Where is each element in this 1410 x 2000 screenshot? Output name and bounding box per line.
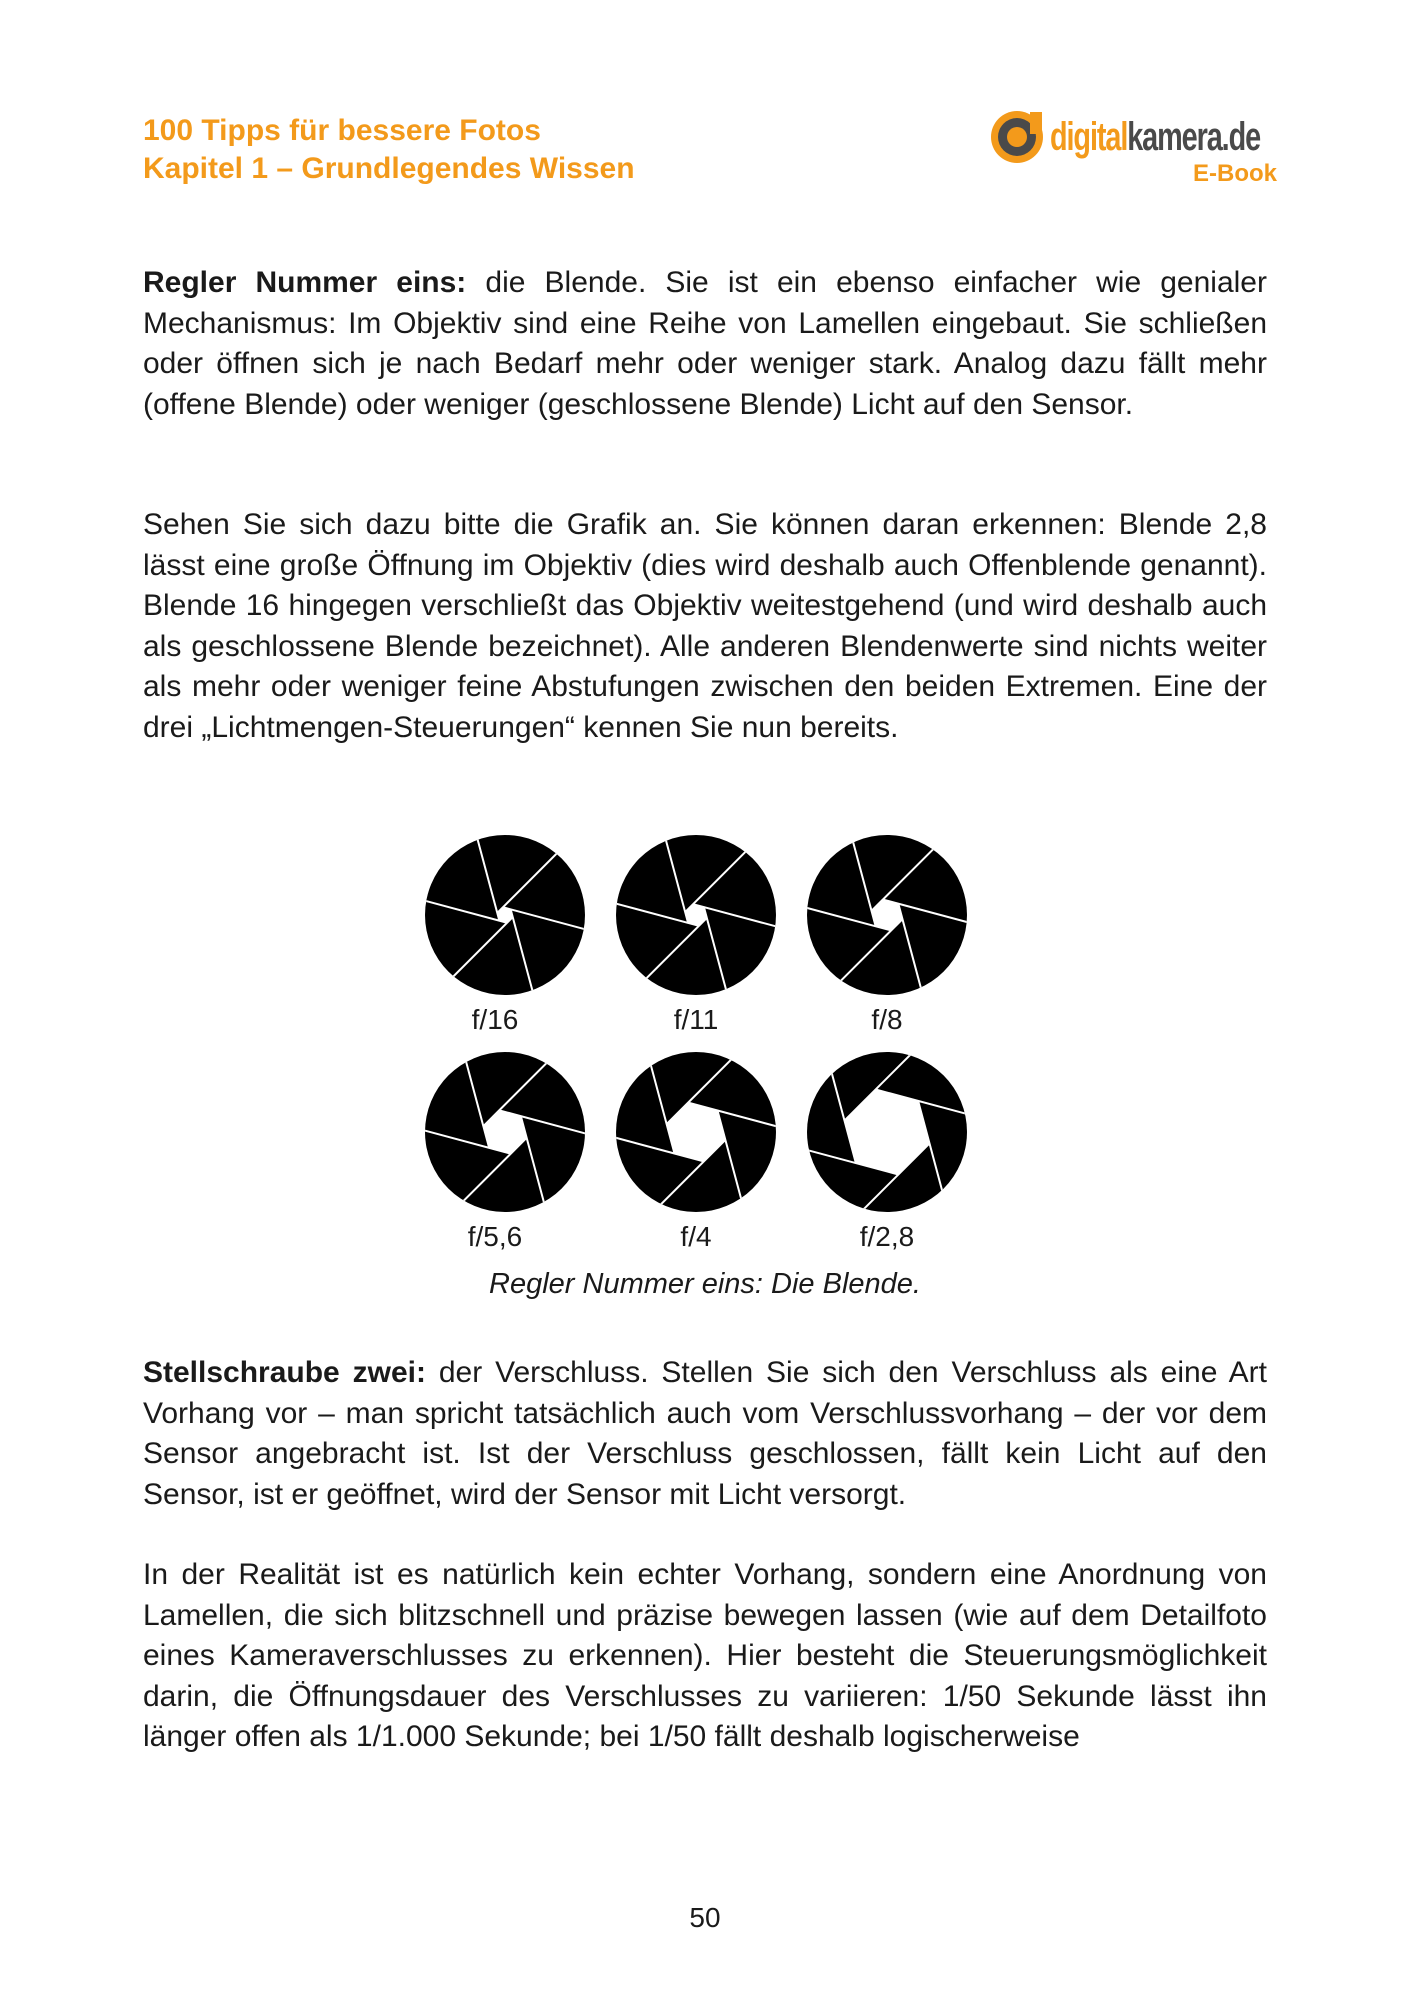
paragraph-text: In der Realität ist es natürlich kein echter Vorhang, sondern eine Anordnung von Lamellen, die sich blitzschnell und präzise bewegen lassen (wie auf dem Detailfoto eines Kameraverschlusses zu erkennen). Hier besteht die Steuerungsmöglichkeit darin, die Öffnungsdauer des Verschlusses zu variieren: 1/50 Sekunde lässt ihn länger offen als 1/1.000 Sekunde; bei 1/50 fällt deshalb logischerweise — [143, 1558, 1267, 1753]
aperture-label: f/4 — [680, 1221, 712, 1252]
aperture-label: f/11 — [673, 1004, 719, 1035]
aperture-diagram — [420, 830, 590, 1000]
book-title: 100 Tipps für bessere Fotos — [143, 114, 541, 147]
aperture-figure — [420, 830, 990, 1310]
aperture-diagram — [611, 1047, 781, 1217]
paragraph-text: der Verschluss. Stellen Sie sich den Verschluss als eine Art Vorhang vor – man spricht tatsächlich auch vom Verschlussvorhang – der vor dem Sensor angebracht ist. Ist der Verschluss geschlossen, fällt kein Licht auf den Sensor, ist er geöffnet, wird der Sensor mit Licht versorgt. — [143, 1356, 1267, 1511]
paragraph-aperture-intro — [143, 263, 1267, 425]
logo-kamera-text: kamera.de — [1127, 115, 1261, 159]
brand-logo — [990, 110, 1280, 190]
paragraph-text: Sehen Sie sich dazu bitte die Grafik an. Sie können daran erkennen: Blende 2,8 lässt eine große Öffnung im Objektiv (dies wird deshalb auch Offenblende genannt). Blende 16 hingegen verschließt das Objektiv weitestgehend (und wird deshalb auch als geschlossene Blende bezeichnet). Alle anderen Blendenwerte sind nichts weiter als mehr oder weniger feine Abstufungen zwischen den beiden Extremen. Eine der drei „Lichtmengen-Steuerungen“ kennen Sie nun bereits. — [143, 508, 1267, 744]
paragraph-lead-bold: Stellschraube zwei: — [143, 1356, 426, 1389]
aperture-label: f/5,6 — [467, 1221, 523, 1252]
aperture-label: f/16 — [471, 1004, 519, 1035]
camera-lens-icon — [990, 110, 1044, 164]
chapter-title: Kapitel 1 – Grundlegendes Wissen — [143, 152, 635, 185]
aperture-label: f/2,8 — [859, 1221, 915, 1252]
paragraph-aperture-graphic — [143, 505, 1267, 748]
logo-ebook-label: E-Book — [1193, 160, 1277, 187]
logo-digital-text: digital — [1050, 115, 1128, 159]
paragraph-lead-bold: Regler Nummer eins: — [143, 266, 467, 299]
page-number: 50 — [689, 1902, 721, 1933]
figure-caption: Regler Nummer eins: Die Blende. — [489, 1268, 921, 1300]
paragraph-text: die Blende. Sie ist ein ebenso einfacher wie genialer Mechanismus: Im Objektiv sind eine Reihe von Lamellen eingebaut. Sie schließen oder öffnen sich je nach Bedarf mehr oder weniger stark. Analog dazu fällt mehr (offene Blende) oder weniger (geschlossene Blende) Licht auf den Sensor. — [143, 266, 1267, 421]
paragraph-shutter-detail — [143, 1555, 1267, 1758]
aperture-label: f/8 — [871, 1004, 903, 1035]
page-header — [143, 112, 635, 188]
logo-wordmark — [1050, 110, 1260, 164]
aperture-diagram — [802, 1047, 972, 1217]
paragraph-shutter-intro — [143, 1353, 1267, 1515]
aperture-diagram — [611, 830, 781, 1000]
aperture-diagram — [420, 1047, 590, 1217]
aperture-diagram — [802, 830, 972, 1000]
